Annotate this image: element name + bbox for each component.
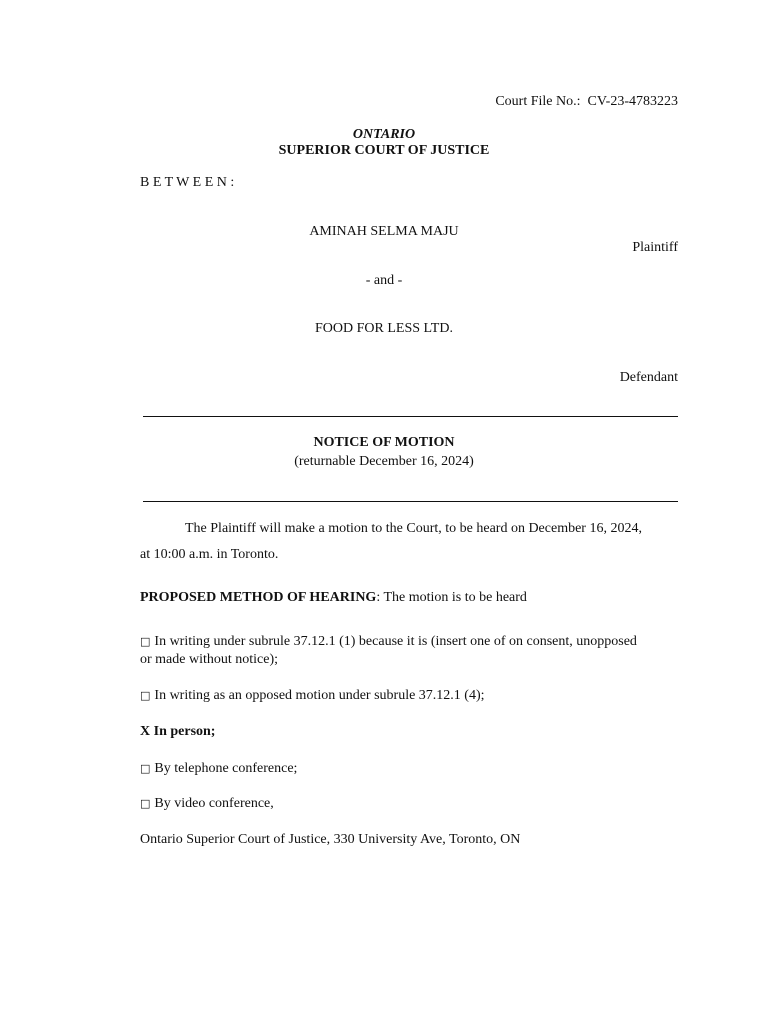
defendant-name: FOOD FOR LESS LTD. <box>315 321 453 336</box>
option-writing-unopposed <box>140 633 680 669</box>
plaintiff-role: Plaintiff <box>632 240 678 255</box>
option-in-person <box>140 723 680 741</box>
and-separator: - and - <box>365 273 403 288</box>
defendant-role: Defendant <box>619 370 678 385</box>
court-file-number <box>495 93 678 111</box>
plaintiff-name: AMINAH SELMA MAJU <box>309 224 459 239</box>
divider-top <box>143 416 678 417</box>
notice-title: NOTICE OF MOTION <box>313 435 455 450</box>
option-writing-opposed <box>140 687 680 705</box>
province-heading: ONTARIO <box>352 127 416 142</box>
option-text: By video conference, <box>154 796 274 811</box>
method-text: : The motion is to be heard <box>376 590 527 605</box>
checkbox-icon[interactable]: □ <box>140 762 151 775</box>
option-text-continued: or made without notice); <box>140 652 279 667</box>
checkbox-icon[interactable]: □ <box>140 635 151 648</box>
option-telephone <box>140 760 680 778</box>
court-heading: SUPERIOR COURT OF JUSTICE <box>278 143 490 158</box>
notice-subtitle: (returnable December 16, 2024) <box>294 454 474 469</box>
option-text: In writing under subrule 37.12.1 (1) because it is (insert one of on consent, unopposed <box>154 634 637 649</box>
intro-line-1: The Plaintiff will make a motion to the Court, to be heard on December 16, 2024, <box>185 521 642 536</box>
option-text: By telephone conference; <box>154 761 298 776</box>
option-text: In person; <box>153 724 216 739</box>
option-video <box>140 795 680 813</box>
option-text: In writing as an opposed motion under subrule 37.12.1 (4); <box>154 688 485 703</box>
method-label: PROPOSED METHOD OF HEARING <box>140 590 377 605</box>
method-of-hearing <box>140 589 527 607</box>
between-label: B E T W E E N : <box>140 175 235 190</box>
divider-bottom <box>143 501 678 502</box>
court-file-value: CV-23-4783223 <box>587 94 678 109</box>
intro-line-2: at 10:00 a.m. in Toronto. <box>140 547 279 562</box>
checked-mark-icon[interactable]: X <box>140 724 151 739</box>
hearing-location: Ontario Superior Court of Justice, 330 University Ave, Toronto, ON <box>140 832 521 847</box>
checkbox-icon[interactable]: □ <box>140 797 151 810</box>
checkbox-icon[interactable]: □ <box>140 689 151 702</box>
court-file-label: Court File No.: <box>495 94 581 109</box>
